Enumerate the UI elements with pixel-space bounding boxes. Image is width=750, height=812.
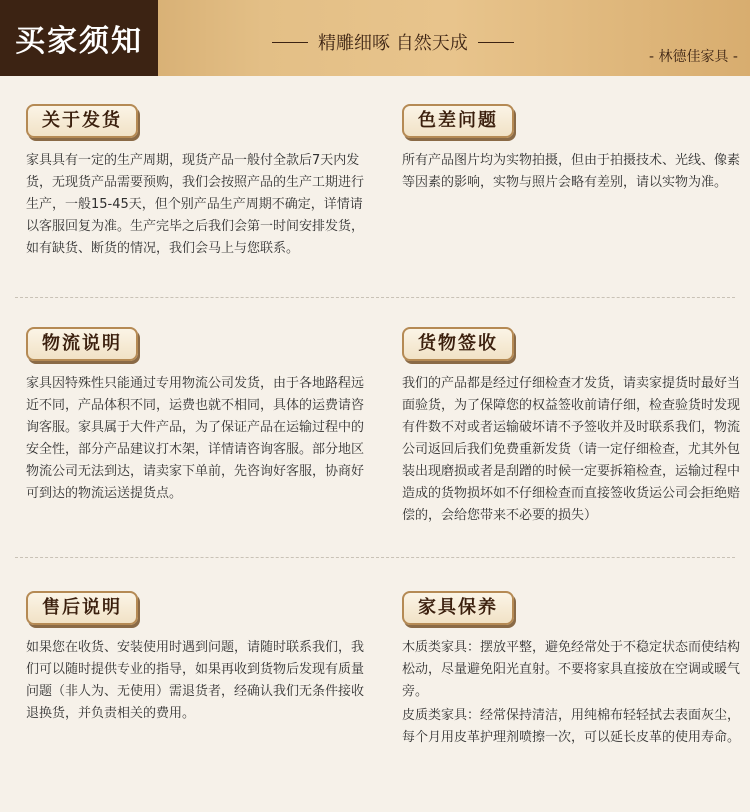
section-label: 货物签收 (402, 327, 514, 361)
slogan-line-right (478, 42, 514, 43)
section-receipt (402, 327, 742, 527)
section-label: 关于发货 (26, 104, 138, 138)
section-text: 家具因特殊性只能通过专用物流公司发货，由于各地路程远近不同，产品体积不同，运费也就不相同，具体的运费请咨询客服。家具属于大件产品，为了保证产品在运输过程中的安全性，部分产品建议打木架，详情请咨询客服。部分地区物流公司无法到达，请卖家下单前，先咨询好客服，协商好可到达的物流运送提货点。 (26, 376, 365, 501)
section-label: 售后说明 (26, 591, 138, 625)
divider (15, 297, 735, 298)
section-text: 如果您在收货、安装使用时遇到问题，请随时联系我们，我们可以随时提供专业的指导，如果再收到货物后发现有质量问题（非人为、无使用）需退货者，经确认我们无条件接收退换货，并负责相关的费用。 (26, 640, 365, 721)
section-after-sales (26, 591, 366, 725)
section-label: 色差问题 (402, 104, 514, 138)
slogan-line-left (272, 42, 308, 43)
section-label: 物流说明 (26, 327, 138, 361)
section-text: 所有产品图片均为实物拍摄，但由于拍摄技术、光线、像素等因素的影响，实物与照片会略有差别，请以实物为准。 (402, 153, 741, 190)
slogan-text: 精雕细啄 自然天成 (318, 33, 468, 54)
section-shipping (26, 104, 366, 260)
divider (15, 557, 735, 558)
section-text: 我们的产品都是经过仔细检查才发货，请卖家提货时最好当面验货，为了保障您的权益签收前请仔细，检查验货时发现有件数不对或者运输破坏请不予签收并及时联系我们，物流公司返回后我们免费重新发货（请一定仔细检查，尤其外包装出现磨损或者是刮蹭的时候一定要拆箱检查，运输过程中造成的货物损坏如不仔细检查而直接签收货运公司会拒绝赔偿的，会给您带来不必要的损失） (402, 376, 741, 523)
section-furniture-care (402, 591, 742, 749)
section-label: 家具保养 (402, 591, 514, 625)
section-text-wood: 木质类家具：摆放平整，避免经常处于不稳定状态而使结构松动，尽量避免阳光直射。不要将家具直接放在空调或暖气旁。 (402, 640, 741, 699)
section-text: 家具具有一定的生产周期，现货产品一般付全款后7天内发货，无现货产品需要预购，我们会按照产品的生产工期进行生产，一般15-45天，但个别产品生产周期不确定，详情请以客服回复为准。生产完毕之后我们会第一时间安排发货，如有缺货、断货的情况，我们会马上与您联系。 (26, 153, 365, 256)
page-title: 买家须知 (0, 0, 158, 76)
section-logistics (26, 327, 366, 505)
header-banner (0, 0, 750, 76)
brand-name: - 林德佳家具 - (648, 49, 738, 65)
section-text-leather: 皮质类家具：经常保持清洁，用纯棉布轻轻拭去表面灰尘，每个月用皮革护理剂喷擦一次，可以延长皮革的使用寿命。 (402, 708, 741, 745)
section-color-difference (402, 104, 742, 194)
slogan (272, 28, 514, 56)
